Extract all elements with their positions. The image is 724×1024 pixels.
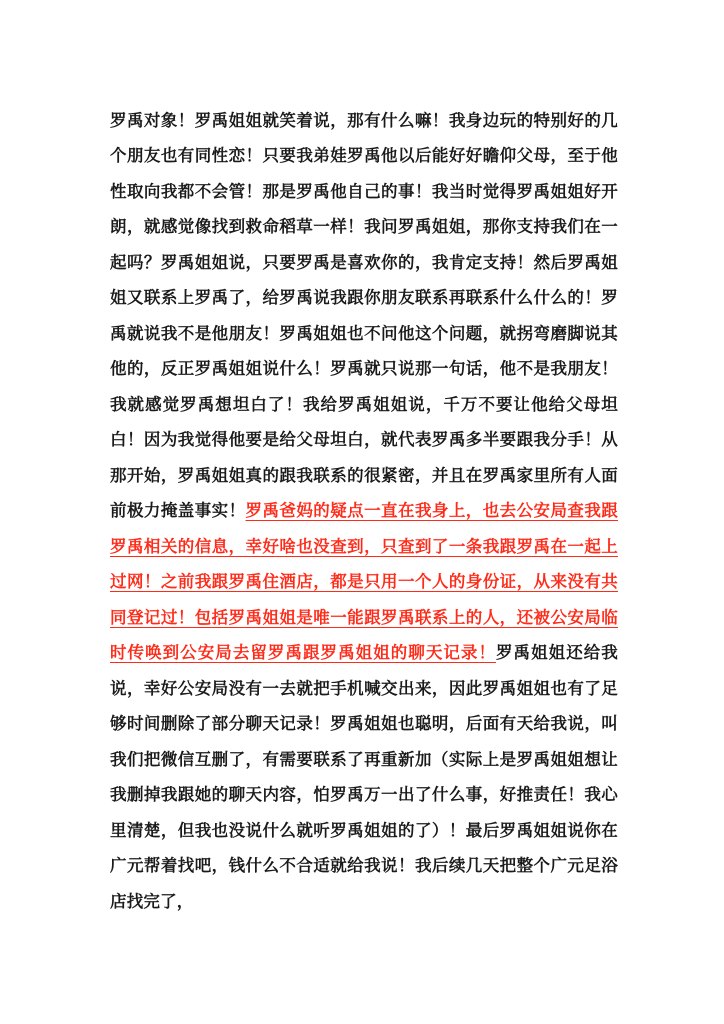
text-segment-highlight: 罗禹爸妈的疑点一直在我身上，也去公安局查我跟罗禹相关的信息，幸好啥也没查到，只查到了一条我跟罗禹在一起上过网！之前我跟罗禹住酒店，都是只用一个人的身份证，从来没有共同登记过！包括罗禹姐姐是唯一能跟罗禹联系上的人，还被公安局临时传唤到公安局去留罗禹跟罗禹姐姐的聊天记录！: [110, 501, 618, 662]
text-segment-black-2: 罗禹姐姐还给我说，幸好公安局没有一去就把手机喊交出来，因此罗禹姐姐也有了足够时间删除了部分聊天记录！罗禹姐姐也聪明，后面有天给我说，叫我们把微信互删了，有需要联系了再重新加（实际上是罗禹姐姐想让我删掉我跟她的聊天内容，怕罗禹万一出了什么事，好推责任！我心里清楚，但我也没说什么就听罗禹姐姐的了）！最后罗禹姐姐说你在广元帮着找吧，钱什么不合适就给我说！我后续几天把整个广元足浴店找完了，: [110, 643, 618, 911]
document-text-body: [110, 86, 618, 936]
text-segment-black-1: 罗禹对象！罗禹姐姐就笑着说，那有什么嘛！我身边玩的特别好的几个朋友也有同性恋！只要我弟娃罗禹他以后能好好瞻仰父母，至于他性取向我都不会管！那是罗禹他自己的事！我当时觉得罗禹姐姐好开朗，就感觉像找到救命稻草一样！我问罗禹姐姐，那你支持我们在一起吗？罗禹姐姐说，只要罗禹是喜欢你的，我肯定支持！然后罗禹姐姐又联系上罗禹了，给罗禹说我跟你朋友联系再联系什么什么的！罗禹就说我不是他朋友！罗禹姐姐也不问他这个问题，就拐弯磨脚说其他的，反正罗禹姐姐说什么！罗禹就只说那一句话，他不是我朋友！我就感觉罗禹想坦白了！我给罗禹姐姐说，千万不要让他给父母坦白！因为我觉得他要是给父母坦白，就代表罗禹多半要跟我分手！从那开始，罗禹姐姐真的跟我联系的很紧密，并且在罗禹家里所有人面前极力掩盖事实！: [110, 110, 618, 520]
paragraph: [110, 103, 618, 920]
